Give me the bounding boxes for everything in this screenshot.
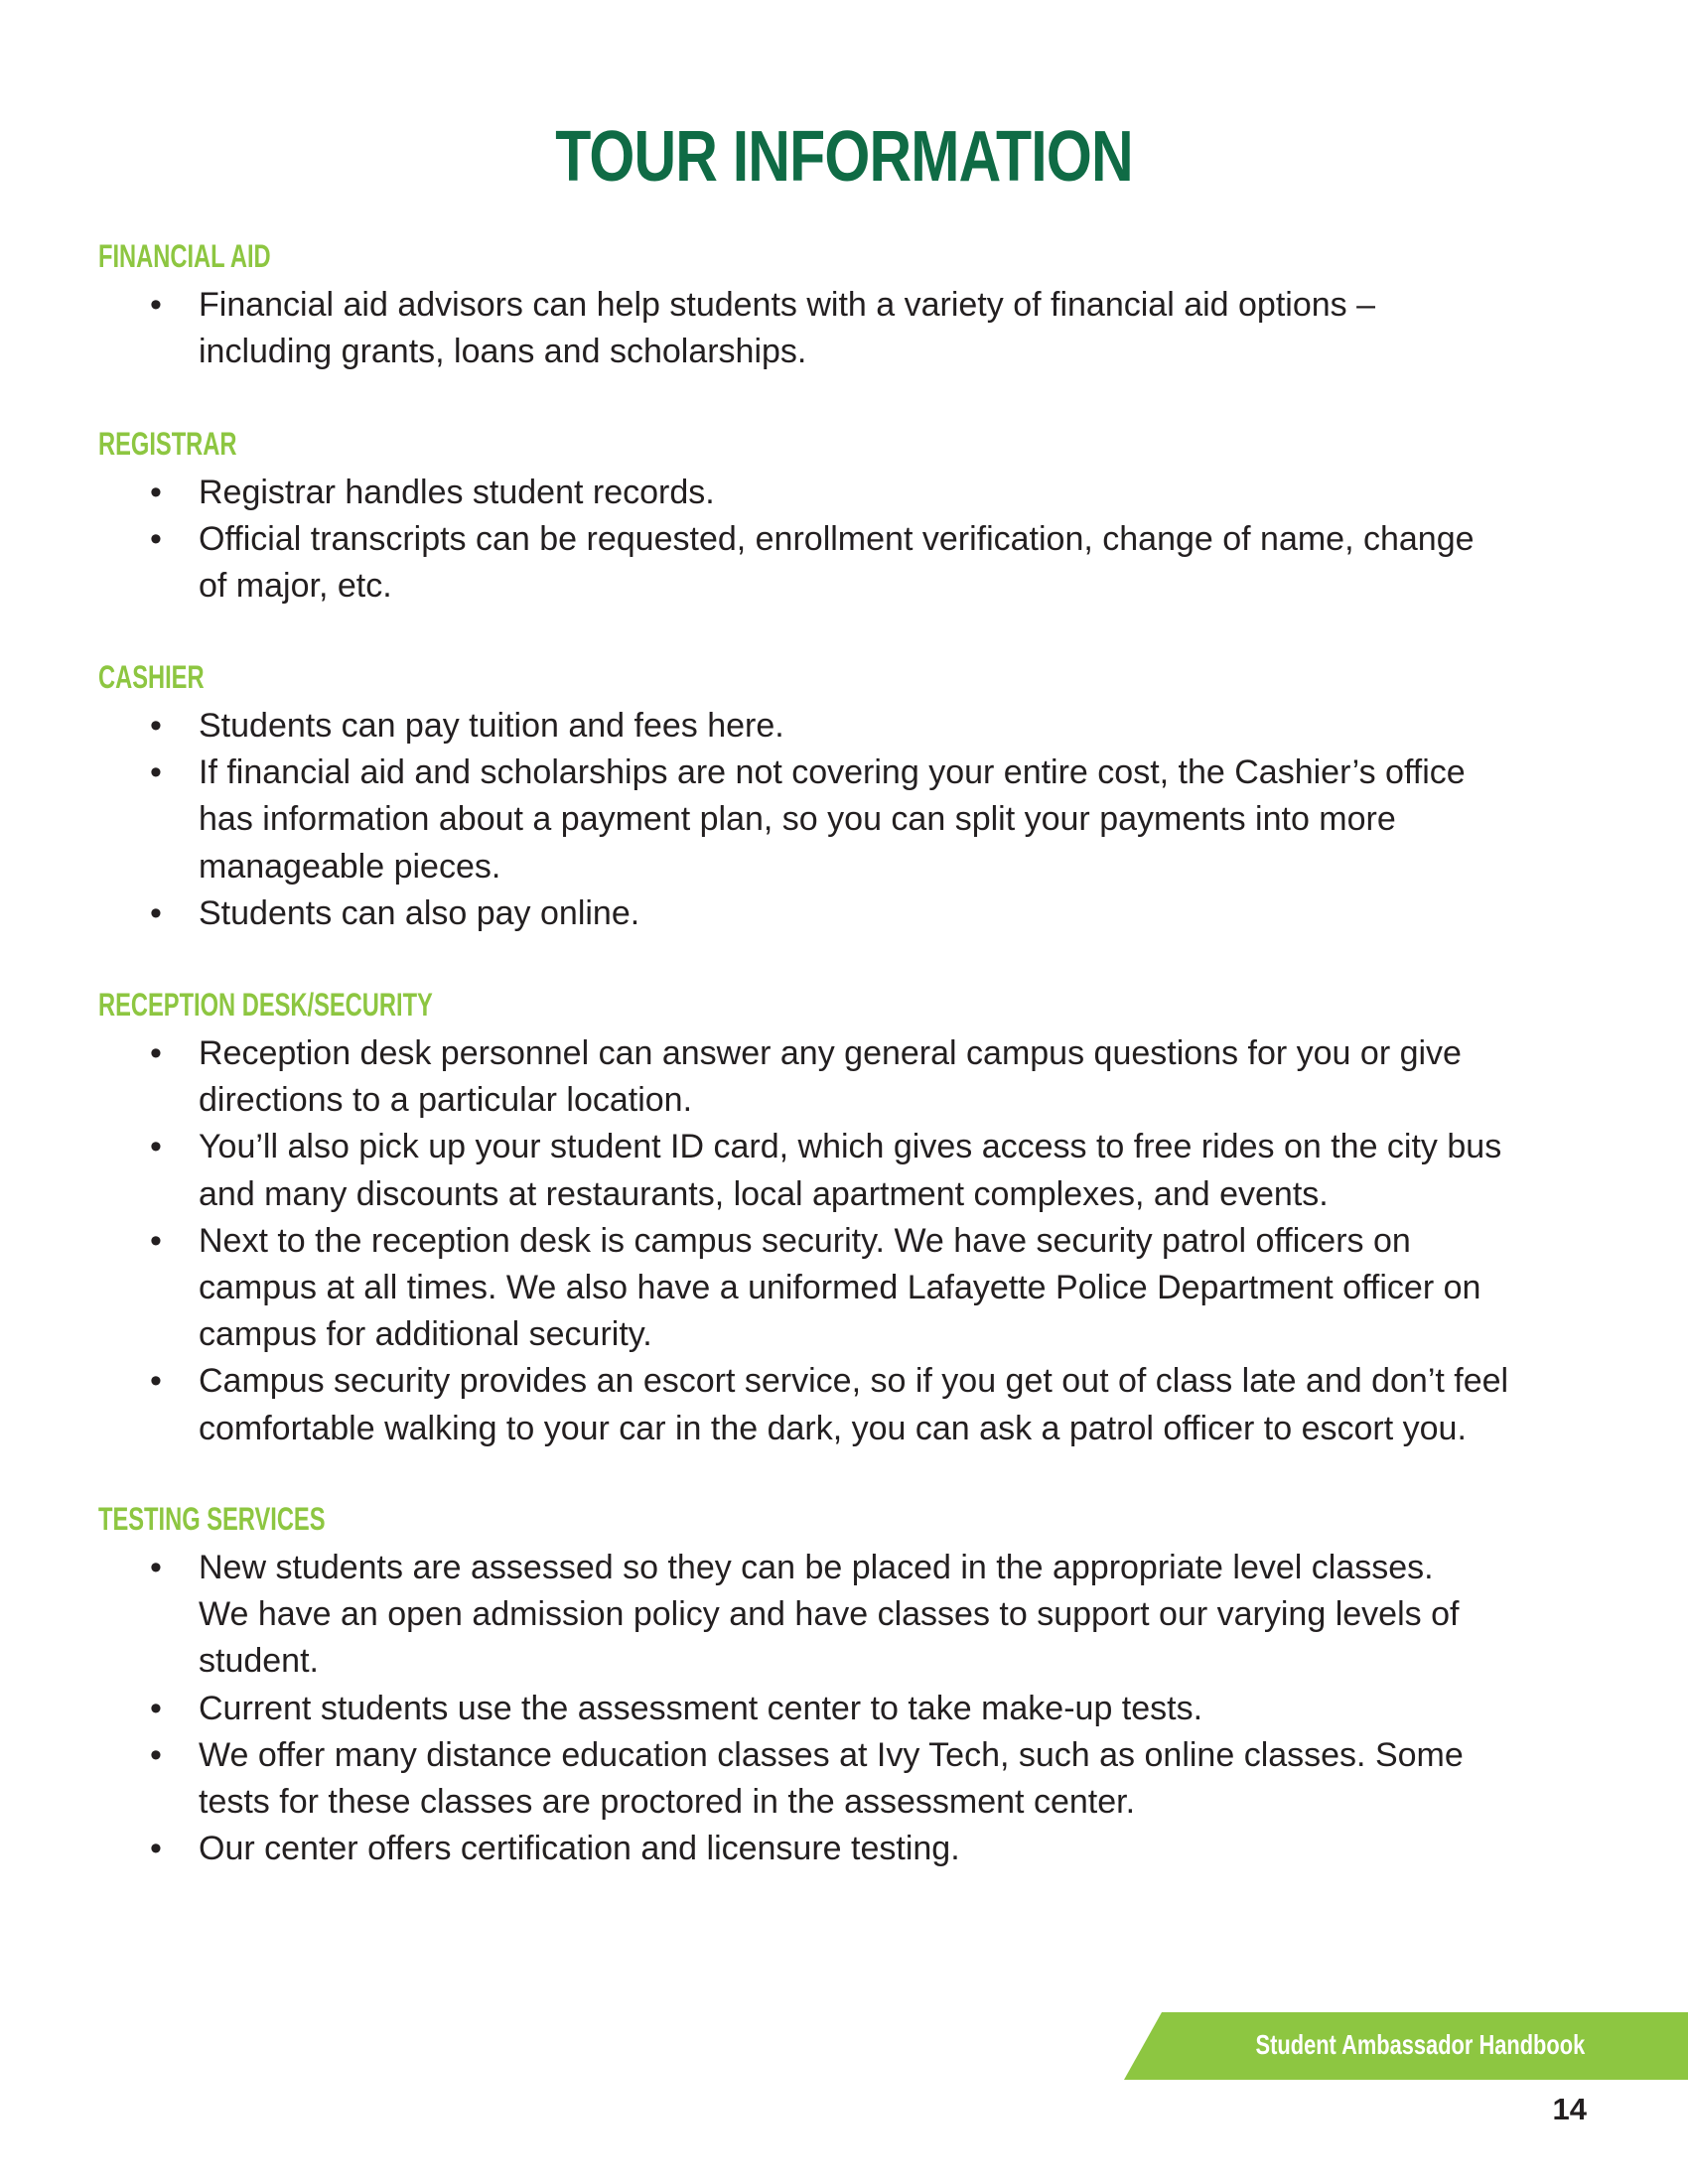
bullet-icon: • xyxy=(150,753,162,792)
bullet-text-line: Reception desk personnel can answer any general campus questions for you or give xyxy=(199,1034,1462,1072)
section-heading: CASHIER xyxy=(98,659,205,695)
footer-label: Student Ambassador Handbook xyxy=(1255,2029,1585,2060)
bullet-text-line: Registrar handles student records. xyxy=(199,474,715,511)
section-heading: RECEPTION DESK/SECURITY xyxy=(98,987,433,1023)
section-heading: TESTING SERVICES xyxy=(98,1501,326,1537)
bullet-item xyxy=(0,1218,1609,1359)
bullet-text-line: We have an open admission policy and have classes to support our varying levels of xyxy=(199,1595,1460,1634)
bullet-text-line: Students can pay tuition and fees here. xyxy=(199,707,784,745)
bullet-item xyxy=(0,1826,1609,1872)
bullet-text-line: comfortable walking to your car in the dark, you can ask a patrol officer to escort you. xyxy=(199,1409,1467,1447)
bullet-icon: • xyxy=(150,520,162,559)
bullet-icon: • xyxy=(150,1735,162,1774)
bullet-text-line: Next to the reception desk is campus security. We have security patrol officers on xyxy=(199,1221,1411,1260)
bullet-icon: • xyxy=(150,1362,162,1401)
bullet-icon: • xyxy=(150,286,162,324)
bullet-list xyxy=(0,282,1609,375)
bullet-list xyxy=(0,1545,1609,1872)
bullet-list xyxy=(0,470,1609,611)
bullet-icon: • xyxy=(150,893,162,932)
bullet-text-line: of major, etc. xyxy=(199,567,392,606)
bullet-list xyxy=(0,703,1609,937)
bullet-text-line: has information about a payment plan, so you can split your payments into more xyxy=(199,800,1396,839)
bullet-text-line: manageable pieces. xyxy=(199,847,501,886)
bullet-icon: • xyxy=(150,1128,162,1166)
bullet-item xyxy=(0,1124,1609,1217)
bullet-item xyxy=(0,1732,1609,1826)
bullet-list xyxy=(0,1030,1609,1452)
bullet-item xyxy=(0,890,1609,937)
bullet-item xyxy=(0,1545,1609,1686)
bullet-item xyxy=(0,470,1609,516)
bullet-text-line: Campus security provides an escort service, so if you get out of class late and don’t feel xyxy=(199,1362,1509,1401)
bullet-item xyxy=(0,282,1609,375)
bullet-icon: • xyxy=(150,1549,162,1586)
bullet-text-line: New students are assessed so they can be placed in the appropriate level classes. xyxy=(199,1549,1434,1586)
bullet-icon: • xyxy=(150,707,162,745)
bullet-item xyxy=(0,750,1609,890)
bullet-item xyxy=(0,516,1609,610)
bullet-text-line: Financial aid advisors can help students with a variety of financial aid options – xyxy=(199,286,1376,324)
bullet-text-line: You’ll also pick up your student ID card, which gives access to free rides on the city bus xyxy=(199,1128,1502,1166)
bullet-text-line: If financial aid and scholarships are not covering your entire cost, the Cashier’s office xyxy=(199,753,1466,792)
bullet-text-line: We offer many distance education classes at Ivy Tech, such as online classes. Some xyxy=(199,1735,1464,1774)
bullet-icon: • xyxy=(150,1221,162,1260)
bullet-text-line: campus for additional security. xyxy=(199,1315,652,1354)
bullet-text-line: campus at all times. We also have a uniformed Lafayette Police Department officer on xyxy=(199,1269,1481,1307)
section-heading: FINANCIAL AID xyxy=(98,238,271,274)
bullet-icon: • xyxy=(150,1830,162,1868)
bullet-item xyxy=(0,1358,1609,1451)
bullet-item xyxy=(0,1686,1609,1732)
bullet-text-line: Current students use the assessment center to take make-up tests. xyxy=(199,1689,1203,1727)
bullet-text-line: and many discounts at restaurants, local apartment complexes, and events. xyxy=(199,1174,1329,1213)
bullet-text-line: student. xyxy=(199,1642,319,1681)
bullet-text-line: Official transcripts can be requested, enrollment verification, change of name, change xyxy=(199,520,1475,559)
section-heading: REGISTRAR xyxy=(98,426,237,462)
bullet-text-line: Students can also pay online. xyxy=(199,893,640,932)
bullet-item xyxy=(0,703,1609,750)
page-number: 14 xyxy=(1552,2092,1587,2126)
bullet-icon: • xyxy=(150,1689,162,1727)
bullet-icon: • xyxy=(150,474,162,511)
bullet-text-line: Our center offers certification and licensure testing. xyxy=(199,1830,960,1868)
bullet-text-line: including grants, loans and scholarships. xyxy=(199,333,807,371)
bullet-icon: • xyxy=(150,1034,162,1072)
bullet-text-line: directions to a particular location. xyxy=(199,1081,693,1120)
page-title: TOUR INFORMATION xyxy=(555,117,1133,197)
bullet-text-line: tests for these classes are proctored in the assessment center. xyxy=(199,1783,1136,1822)
bullet-item xyxy=(0,1030,1609,1124)
